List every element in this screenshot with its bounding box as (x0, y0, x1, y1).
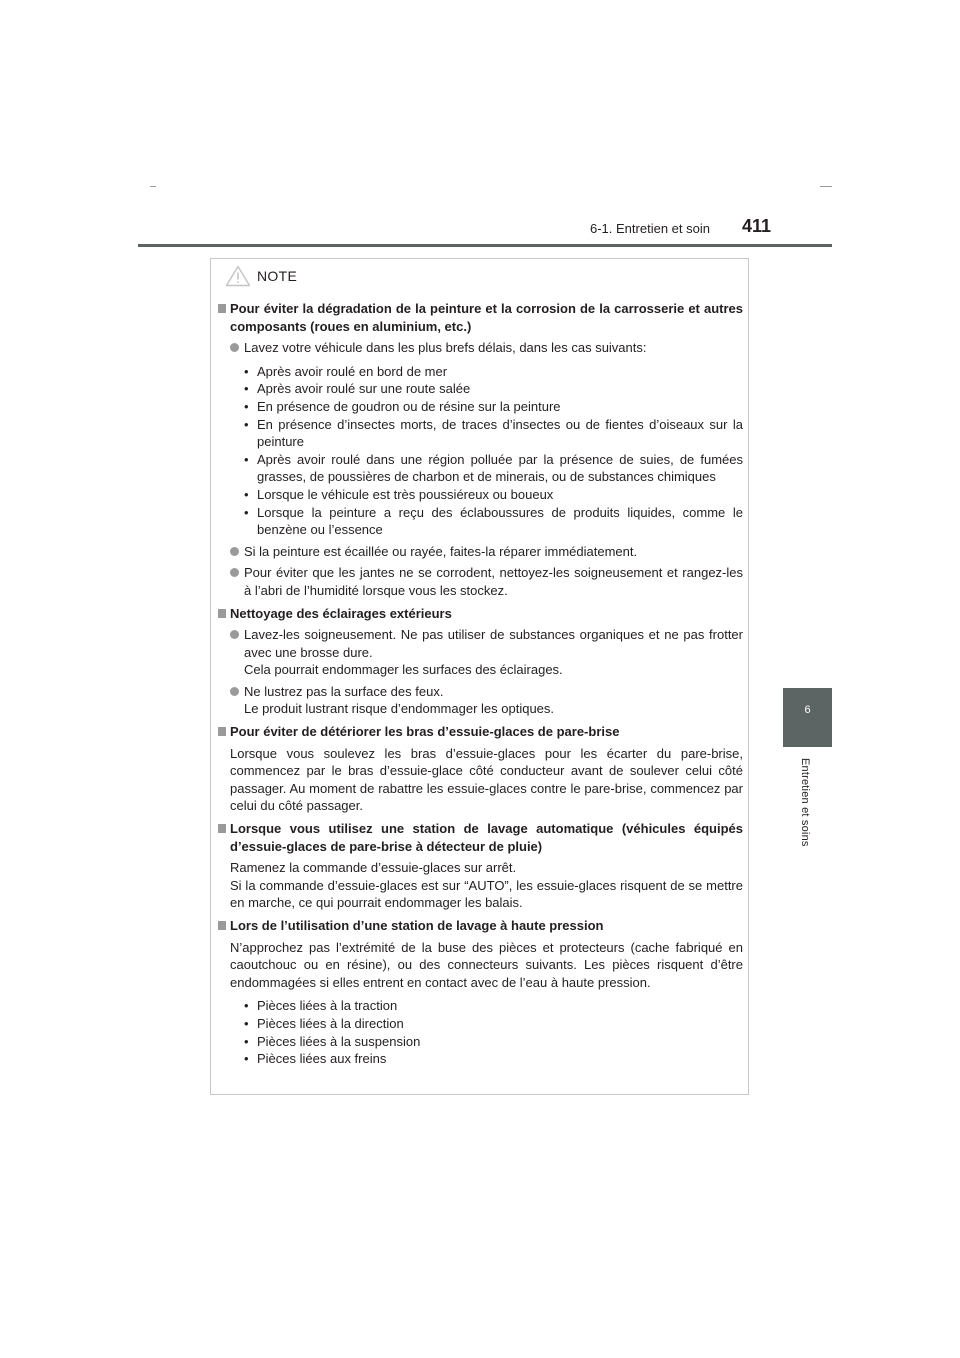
page-header (0, 0, 960, 250)
section-heading: Pour éviter la dégradation de la peinture et la corrosion de la carrosserie et autres composants (roues en aluminium, etc.) (218, 300, 743, 335)
note-section-car-wash (218, 820, 743, 912)
note-box (210, 258, 749, 1095)
bullet-item: • Après avoir roulé sur une route salée (244, 380, 743, 398)
note-body (218, 300, 743, 1073)
bullet-item: • En présence d’insectes morts, de traces d’insectes ou de fientes d’oiseaux sur la peinture (244, 416, 743, 451)
bullet-item: • Lorsque la peinture a reçu des éclaboussures de produits liquides, comme le benzène ou l’essence (244, 504, 743, 539)
section-heading: Lors de l’utilisation d’une station de lavage à haute pression (218, 917, 743, 935)
note-section-wipers (218, 723, 743, 815)
bullet-list (218, 997, 743, 1067)
bullet-item: • Pièces liées aux freins (244, 1050, 743, 1068)
bullet-item: • Pièces liées à la suspension (244, 1033, 743, 1051)
note-section-pressure-wash (218, 917, 743, 1068)
square-bullet-icon (218, 304, 226, 313)
paragraph: Ramenez la commande d’essuie-glaces sur arrêt. Si la commande d’essuie-glaces est sur “AUTO”, les essuie-glaces risquent de se mettre en marche, ce qui pourrait endommager les balais. (230, 860, 743, 911)
note-section-paint (218, 300, 743, 600)
bullet-item: • Après avoir roulé en bord de mer (244, 363, 743, 381)
bullet-item: • Lorsque le véhicule est très poussiéreux ou boueux (244, 486, 743, 504)
bullet-item: • En présence de goudron ou de résine sur la peinture (244, 398, 743, 416)
chapter-label: Entretien et soins (799, 758, 811, 847)
bullet-item: • Pièces liées à la traction (244, 997, 743, 1015)
note-section-lights (218, 605, 743, 719)
header-rule (138, 244, 832, 247)
note-label: NOTE (257, 268, 298, 284)
circle-bullet-icon (230, 687, 239, 696)
section-heading: Nettoyage des éclairages extérieurs (218, 605, 743, 623)
section-heading: Pour éviter de détériorer les bras d’essuie-glaces de pare-brise (218, 723, 743, 741)
section-title: 6-1. Entretien et soin (590, 221, 710, 236)
chapter-number: 6 (804, 704, 811, 716)
paragraph: Lorsque vous soulevez les bras d’essuie-glaces pour les écarter du pare-brise, commencez par le bras d’essuie-glace côté conducteur avant de soulever celui côté passager. Au moment de rabattre les essuie-glaces contre le pare-brise, commencez par celui du côté passager. (230, 745, 743, 814)
warning-triangle-icon (225, 265, 251, 287)
note-header (225, 265, 297, 287)
circle-bullet-icon (230, 568, 239, 577)
page-number: 411 (742, 216, 772, 236)
square-bullet-icon (218, 609, 226, 618)
square-bullet-icon (218, 727, 226, 736)
bullet-item: • Après avoir roulé dans une région polluée par la présence de suies, de fumées grasses, de poussières de charbon et de minerais, ou de substances chimiques (244, 451, 743, 486)
square-bullet-icon (218, 824, 226, 833)
list-item: Lavez votre véhicule dans les plus brefs délais, dans les cas suivants: (218, 339, 743, 357)
paragraph: N’approchez pas l’extrémité de la buse des pièces et protecteurs (cache fabriqué en caoutchouc ou en résine), ou des connecteurs suivants. Les pièces risquent d’être endommagées si elles entrent en contact avec de l’eau à haute pression. (230, 939, 743, 990)
bullet-item: • Pièces liées à la direction (244, 1015, 743, 1033)
list-item: Ne lustrez pas la surface des feux. Le produit lustrant risque d’endommager les optiques. (218, 683, 743, 718)
circle-bullet-icon (230, 343, 239, 352)
list-item: Pour éviter que les jantes ne se corrodent, nettoyez-les soigneusement et rangez-les à l’abri de l’humidité lorsque vous les stockez. (218, 564, 743, 599)
bullet-list (218, 363, 743, 539)
circle-bullet-icon (230, 630, 239, 639)
section-heading: Lorsque vous utilisez une station de lavage automatique (véhicules équipés d’essuie-glaces de pare-brise à détecteur de pluie) (218, 820, 743, 855)
circle-bullet-icon (230, 547, 239, 556)
list-item: Lavez-les soigneusement. Ne pas utiliser de substances organiques et ne pas frotter avec une brosse dure. Cela pourrait endommager les surfaces des éclairages. (218, 626, 743, 679)
square-bullet-icon (218, 921, 226, 930)
list-item: Si la peinture est écaillée ou rayée, faites-la réparer immédiatement. (218, 543, 743, 561)
chapter-tab (783, 688, 832, 747)
